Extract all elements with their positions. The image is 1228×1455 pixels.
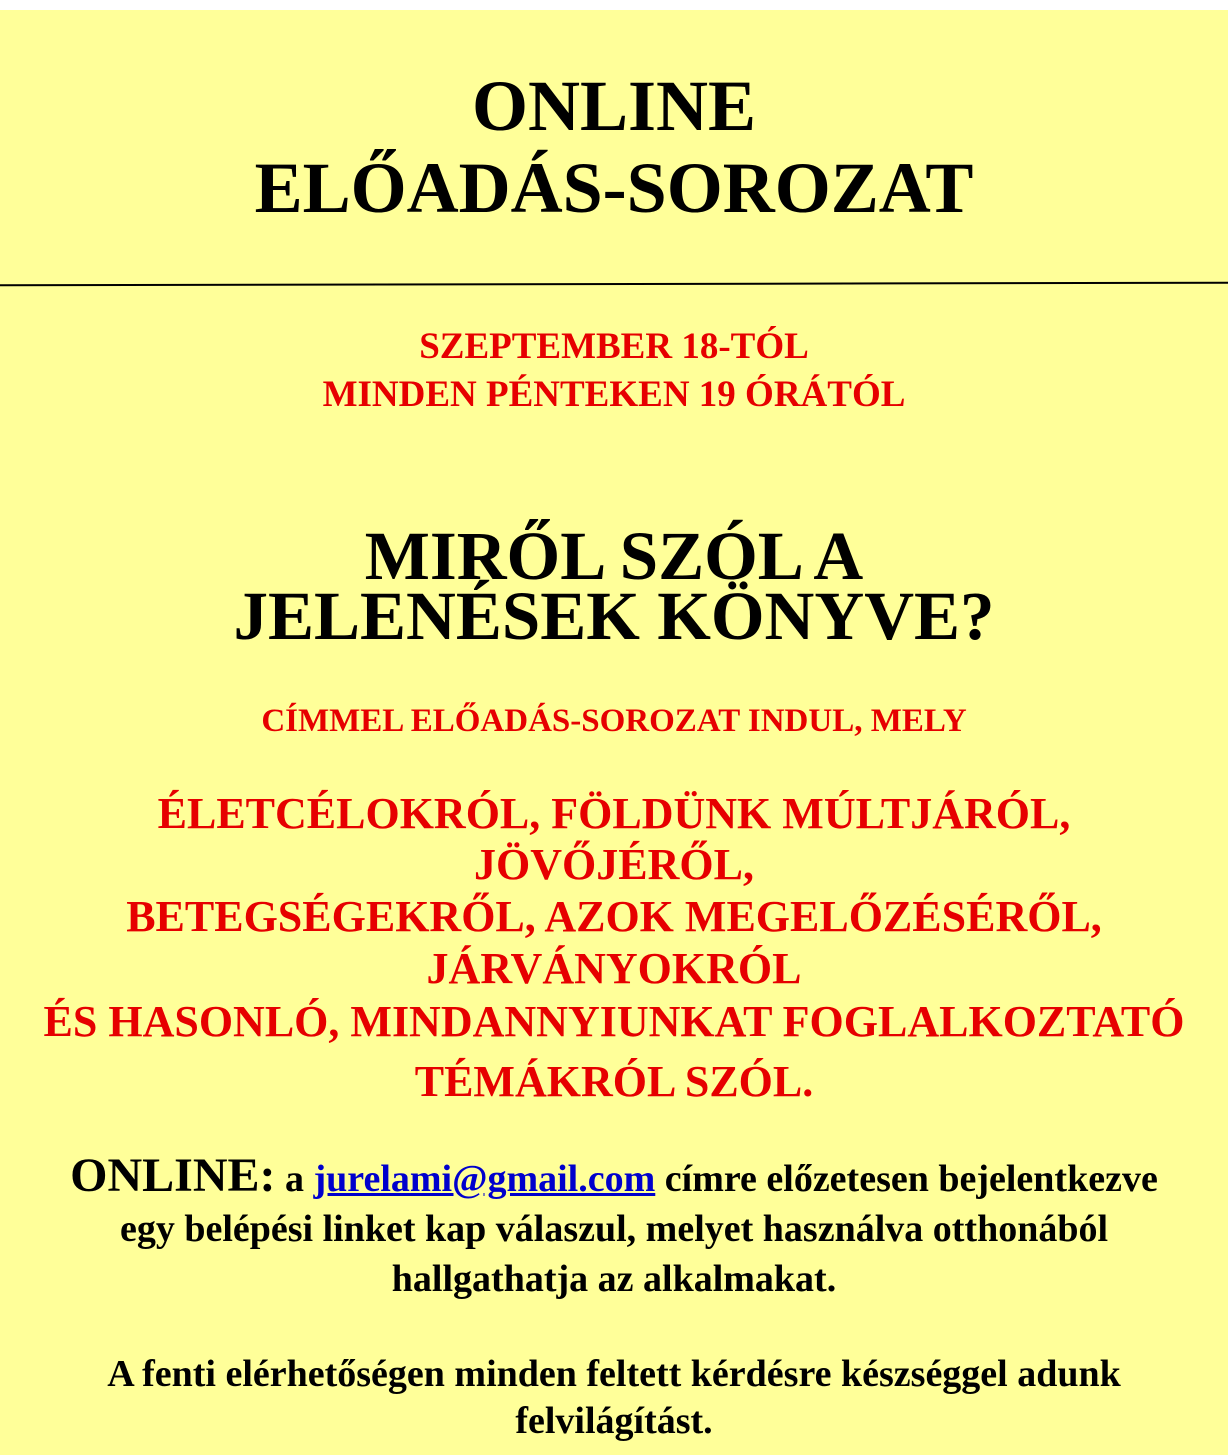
topic-line: ÉLETCÉLOKRÓL, FÖLDÜNK MÚLTJÁRÓL, bbox=[157, 789, 1071, 838]
online-line-1 bbox=[0, 1149, 1228, 1202]
online-line-3: hallgathatja az alkalmakat. bbox=[391, 1258, 837, 1300]
topic-line: TÉMÁKRÓL SZÓL. bbox=[414, 1057, 814, 1106]
schedule-start: SZEPTEMBER 18-TÓL bbox=[419, 326, 809, 367]
headline-line-2: JELENÉSEK KÖNYVE? bbox=[233, 578, 995, 654]
topic-line: ÉS HASONLÓ, MINDANNYIUNKAT FOGLALKOZTATÓ bbox=[43, 997, 1185, 1046]
intro-text: CÍMMEL ELŐADÁS-SOROZAT INDUL, MELY bbox=[261, 703, 967, 739]
online-line-2: egy belépési linket kap válaszul, melyet használva otthonából bbox=[119, 1208, 1109, 1250]
footer-line-2: felvilágítást. bbox=[515, 1400, 713, 1442]
headline-line-1: MIRŐL SZÓL A bbox=[364, 518, 864, 594]
email-link[interactable]: jurelami@gmail.com bbox=[313, 1158, 656, 1200]
schedule-time: MINDEN PÉNTEKEN 19 ÓRÁTÓL bbox=[322, 374, 906, 415]
online-post: címre előzetesen bejelentkezve bbox=[664, 1158, 1158, 1200]
online-label: ONLINE: bbox=[70, 1149, 276, 1202]
title-line-2: ELŐADÁS-SOROZAT bbox=[254, 148, 974, 228]
footer-line-1: A fenti elérhetőségen minden feltett kérdésre készséggel adunk bbox=[107, 1353, 1121, 1395]
topic-line: JÁRVÁNYOKRÓL bbox=[426, 944, 802, 993]
topic-line: JÖVŐJÉRŐL, bbox=[474, 840, 754, 889]
title-line-1: ONLINE bbox=[471, 66, 757, 146]
online-pre: a bbox=[285, 1158, 305, 1200]
topic-line: BETEGSÉGEKRŐL, AZOK MEGELŐZÉSÉRŐL, bbox=[126, 892, 1102, 941]
